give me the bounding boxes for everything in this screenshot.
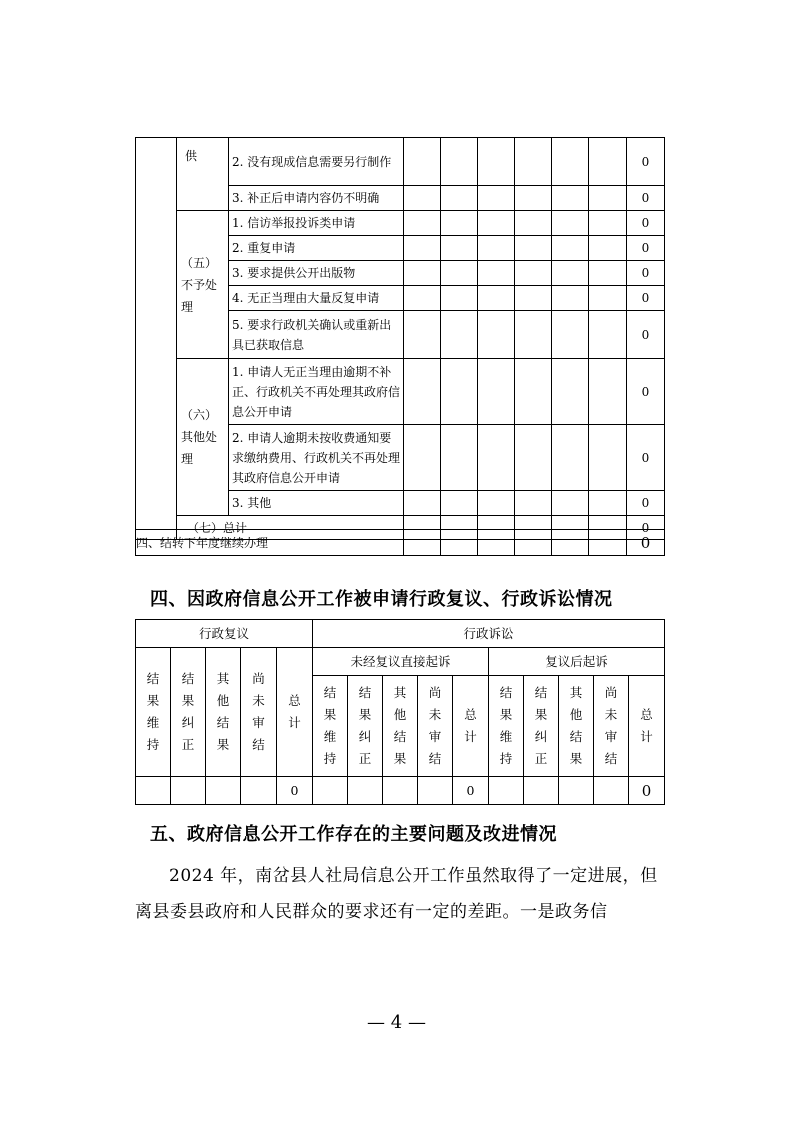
item-total: 0: [627, 261, 665, 286]
item-total: 0: [627, 186, 665, 211]
lit-col-header: 尚 未 审 结: [594, 676, 629, 777]
lit-col-header: 总 计: [453, 676, 489, 777]
item-label: 1. 信访举报投诉类申请: [229, 211, 404, 236]
lit-col-header: 结 果 纠 正: [348, 676, 383, 777]
direct-total: 0: [453, 777, 489, 805]
carry-over-label: 四、结转下年度继续办理: [136, 530, 404, 556]
section5-heading: 五、政府信息公开工作存在的主要问题及改进情况: [150, 824, 557, 845]
review-col-header: 其 他 结 果: [206, 648, 241, 777]
lit-col-header: 结 果 纠 正: [524, 676, 559, 777]
subtotal-label: （七）总计: [177, 516, 404, 540]
after-review-total: 0: [629, 777, 665, 805]
review-col-header: 尚 未 审 结: [241, 648, 277, 777]
direct-lawsuit-header: 未经复议直接起诉: [313, 648, 489, 676]
review-total: 0: [277, 777, 313, 805]
item-label: 5. 要求行政机关确认或重新出具已获取信息: [229, 311, 404, 359]
lit-col-header: 其 他 结 果: [559, 676, 594, 777]
item-label: 1. 申请人无正当理由逾期不补正、行政机关不再处理其政府信息公开申请: [229, 359, 404, 425]
outer-category-cell: [136, 138, 177, 540]
subtotal-value: 0: [627, 516, 665, 540]
item-total: 0: [627, 359, 665, 425]
item-total: 0: [627, 236, 665, 261]
lit-col-header: 结 果 维 持: [489, 676, 524, 777]
body-paragraph: 2024 年，南岔县人社局信息公开工作虽然取得了一定进展，但离县委县政府和人民群众的要求还有一定的差距。一是政务信: [135, 866, 658, 922]
group-provide-tail: 供: [177, 138, 229, 211]
section4-heading: 四、因政府信息公开工作被申请行政复议、行政诉讼情况: [150, 589, 613, 610]
carry-over-value: 0: [627, 530, 665, 556]
item-label: 3. 要求提供公开出版物: [229, 261, 404, 286]
lit-col-header: 结 果 维 持: [313, 676, 348, 777]
group6-label: （六） 其他处理: [177, 359, 229, 516]
item-label: 2. 重复申请: [229, 236, 404, 261]
group5-label: （五） 不予处理: [177, 211, 229, 359]
item-label: 2. 没有现成信息需要另行制作: [229, 138, 404, 186]
carry-over-table: [135, 529, 665, 556]
review-header: 行政复议: [136, 620, 313, 648]
application-handling-table: [135, 137, 665, 540]
review-col-header: 结 果 纠 正: [171, 648, 206, 777]
review-col-header: 结 果 维 持: [136, 648, 171, 777]
after-review-header: 复议后起诉: [489, 648, 665, 676]
lit-col-header: 总 计: [629, 676, 665, 777]
review-litigation-table: [135, 619, 665, 805]
item-total: 0: [627, 211, 665, 236]
litigation-header: 行政诉讼: [313, 620, 665, 648]
item-total: 0: [627, 311, 665, 359]
item-label: 3. 补正后申请内容仍不明确: [229, 186, 404, 211]
item-total: 0: [627, 491, 665, 516]
lit-col-header: 其 他 结 果: [383, 676, 418, 777]
item-label: 2. 申请人逾期未按收费通知要求缴纳费用、行政机关不再处理其政府信息公开申请: [229, 425, 404, 491]
page-number: — 4 —: [367, 1012, 426, 1033]
item-label: 3. 其他: [229, 491, 404, 516]
item-total: 0: [627, 286, 665, 311]
item-total: 0: [627, 425, 665, 491]
review-col-header: 总 计: [277, 648, 313, 777]
item-total: 0: [627, 138, 665, 186]
item-label: 4. 无正当理由大量反复申请: [229, 286, 404, 311]
lit-col-header: 尚 未 审 结: [418, 676, 453, 777]
